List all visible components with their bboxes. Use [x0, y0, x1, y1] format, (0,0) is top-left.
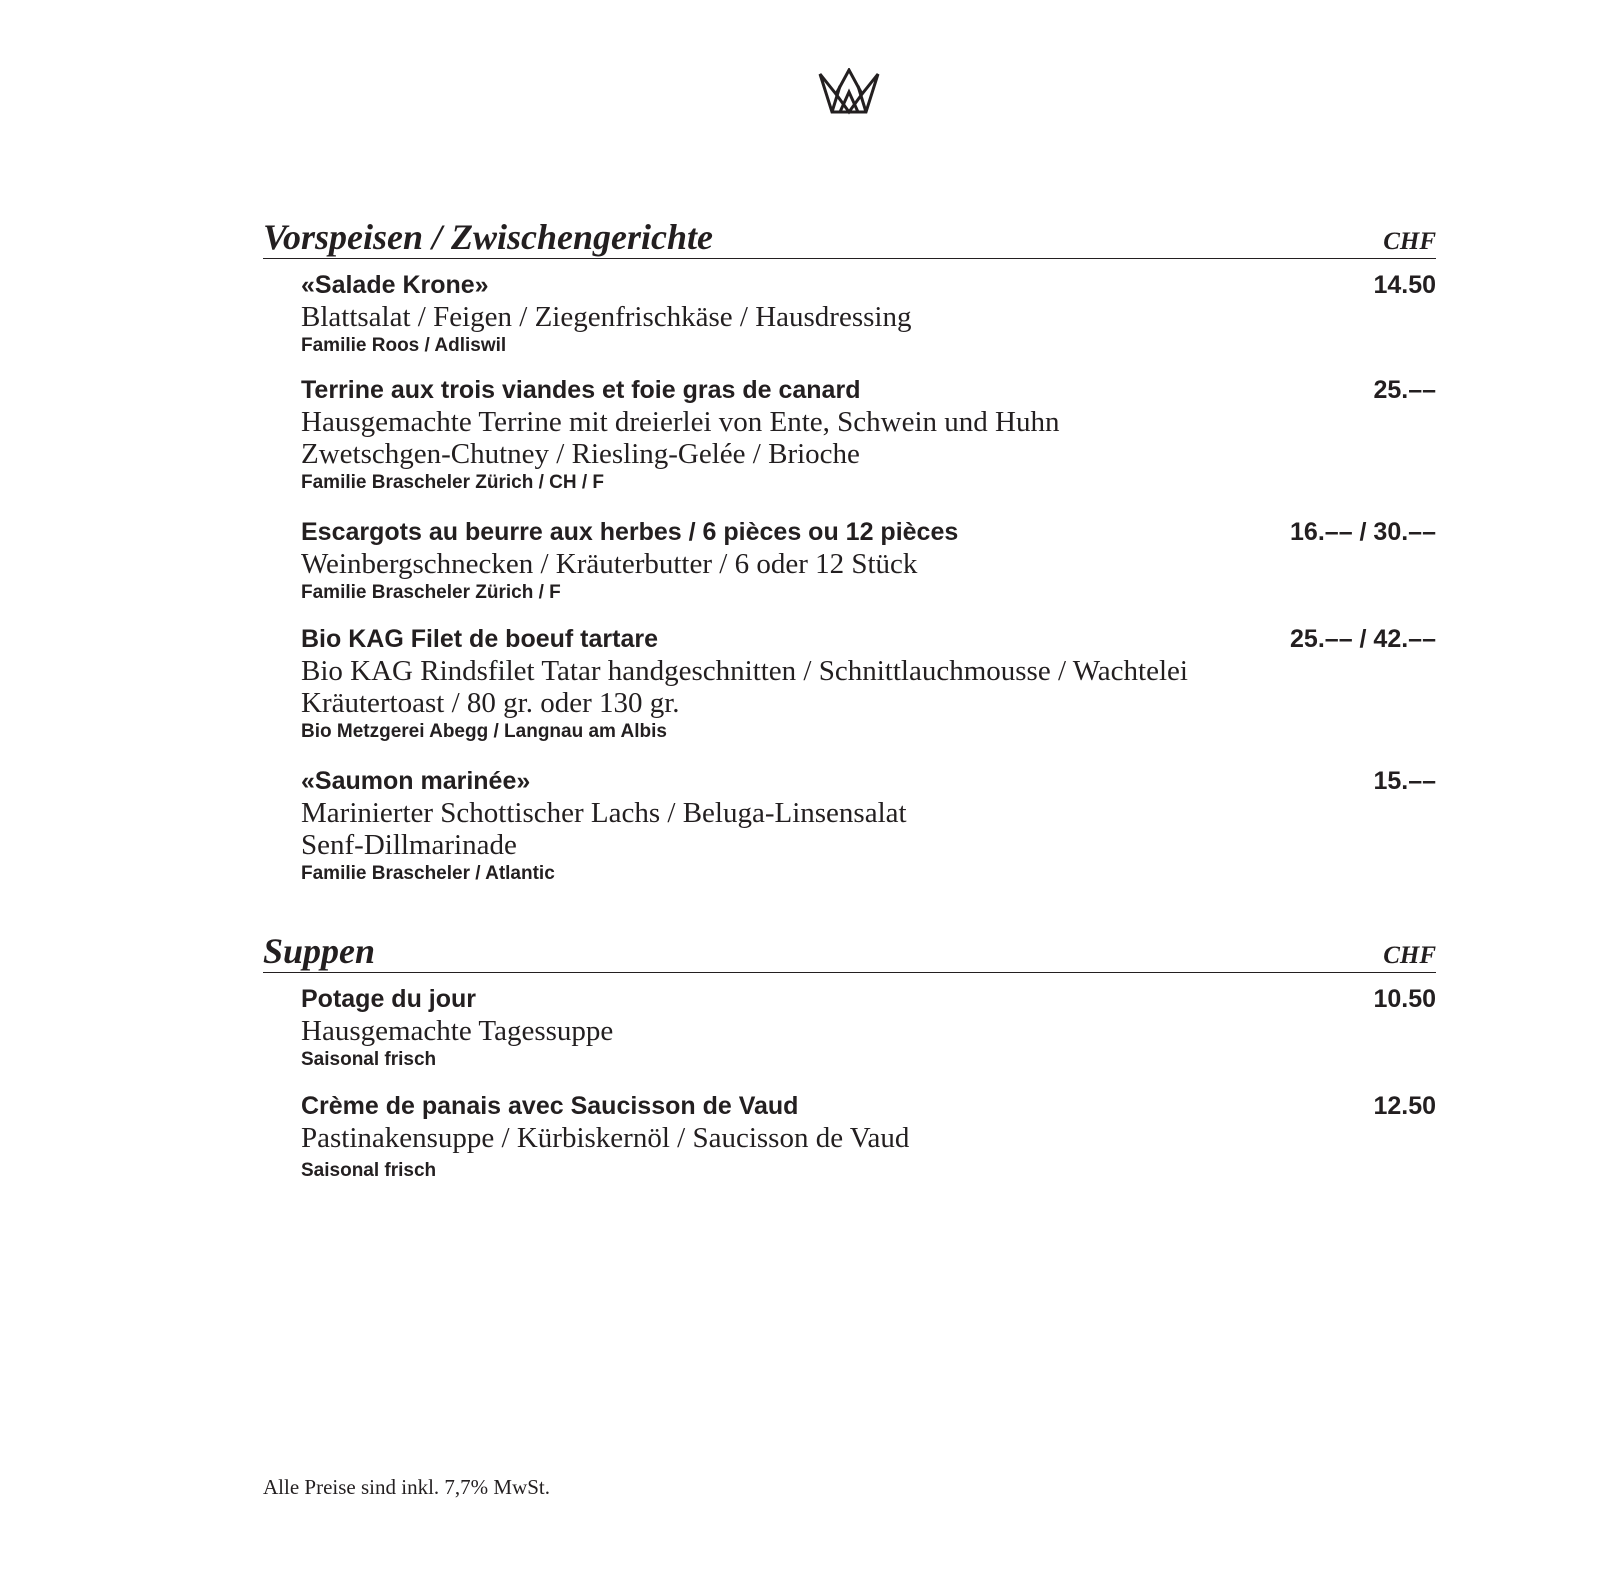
- item-name: Crème de panais avec Saucisson de Vaud: [301, 1092, 799, 1120]
- crown-icon: [818, 68, 880, 116]
- item-description: Pastinakensuppe / Kürbiskernöl / Saucisson de Vaud: [301, 1122, 910, 1154]
- item-price: 14.50: [1373, 271, 1436, 299]
- item-price: 16.–– / 30.––: [1290, 518, 1436, 546]
- currency-label: CHF: [1383, 942, 1436, 969]
- item-description: Marinierter Schottischer Lachs / Beluga-Linsensalat: [301, 797, 907, 829]
- item-description: Hausgemachte Terrine mit dreierlei von Ente, Schwein und Huhn: [301, 406, 1060, 438]
- item-price: 10.50: [1373, 985, 1436, 1013]
- menu-item: [301, 765, 1436, 887]
- section-title: Vorspeisen / Zwischengerichte: [263, 217, 714, 257]
- item-description: Bio KAG Rindsfilet Tatar handgeschnitten / Schnittlauchmousse / Wachtelei: [301, 655, 1188, 687]
- menu-item: [301, 516, 1436, 606]
- item-origin: Familie Brascheler Zürich / F: [301, 582, 561, 603]
- item-name: «Salade Krone»: [301, 271, 489, 299]
- item-origin: Familie Brascheler / Atlantic: [301, 863, 555, 884]
- section-header: [263, 214, 1436, 259]
- item-price: 25.––: [1373, 376, 1436, 404]
- item-price: 25.–– / 42.––: [1290, 625, 1436, 653]
- item-origin: Saisonal frisch: [301, 1160, 437, 1181]
- section-title: Suppen: [263, 931, 376, 971]
- item-origin: Saisonal frisch: [301, 1049, 437, 1070]
- item-name: Bio KAG Filet de boeuf tartare: [301, 625, 658, 653]
- item-description: Zwetschgen-Chutney / Riesling-Gelée / Brioche: [301, 438, 860, 470]
- menu-item: [301, 623, 1436, 745]
- item-description: Kräutertoast / 80 gr. oder 130 gr.: [301, 687, 680, 719]
- item-origin: Bio Metzgerei Abegg / Langnau am Albis: [301, 721, 667, 742]
- menu-item: [301, 1090, 1436, 1184]
- item-price: 15.––: [1373, 767, 1436, 795]
- item-name: Escargots au beurre aux herbes / 6 pièces ou 12 pièces: [301, 518, 959, 546]
- item-price: 12.50: [1373, 1092, 1436, 1120]
- item-description: Weinbergschnecken / Kräuterbutter / 6 oder 12 Stück: [301, 548, 918, 580]
- menu-item: [301, 269, 1436, 359]
- item-name: Terrine aux trois viandes et foie gras de canard: [301, 376, 861, 404]
- section-soups: [263, 928, 1436, 1184]
- item-origin: Familie Roos / Adliswil: [301, 335, 507, 356]
- menu-item: [301, 983, 1436, 1073]
- item-description: Senf-Dillmarinade: [301, 829, 517, 861]
- item-name: «Saumon marinée»: [301, 767, 531, 795]
- section-starters: [263, 214, 1436, 887]
- item-description: Blattsalat / Feigen / Ziegenfrischkäse / Hausdressing: [301, 301, 912, 333]
- section-header: [263, 928, 1436, 973]
- currency-label: CHF: [1383, 228, 1436, 255]
- item-description: Hausgemachte Tagessuppe: [301, 1015, 614, 1047]
- item-name: Potage du jour: [301, 985, 476, 1013]
- menu-item: [301, 374, 1436, 496]
- item-origin: Familie Brascheler Zürich / CH / F: [301, 472, 605, 493]
- vat-note: Alle Preise sind inkl. 7,7% MwSt.: [263, 1475, 550, 1499]
